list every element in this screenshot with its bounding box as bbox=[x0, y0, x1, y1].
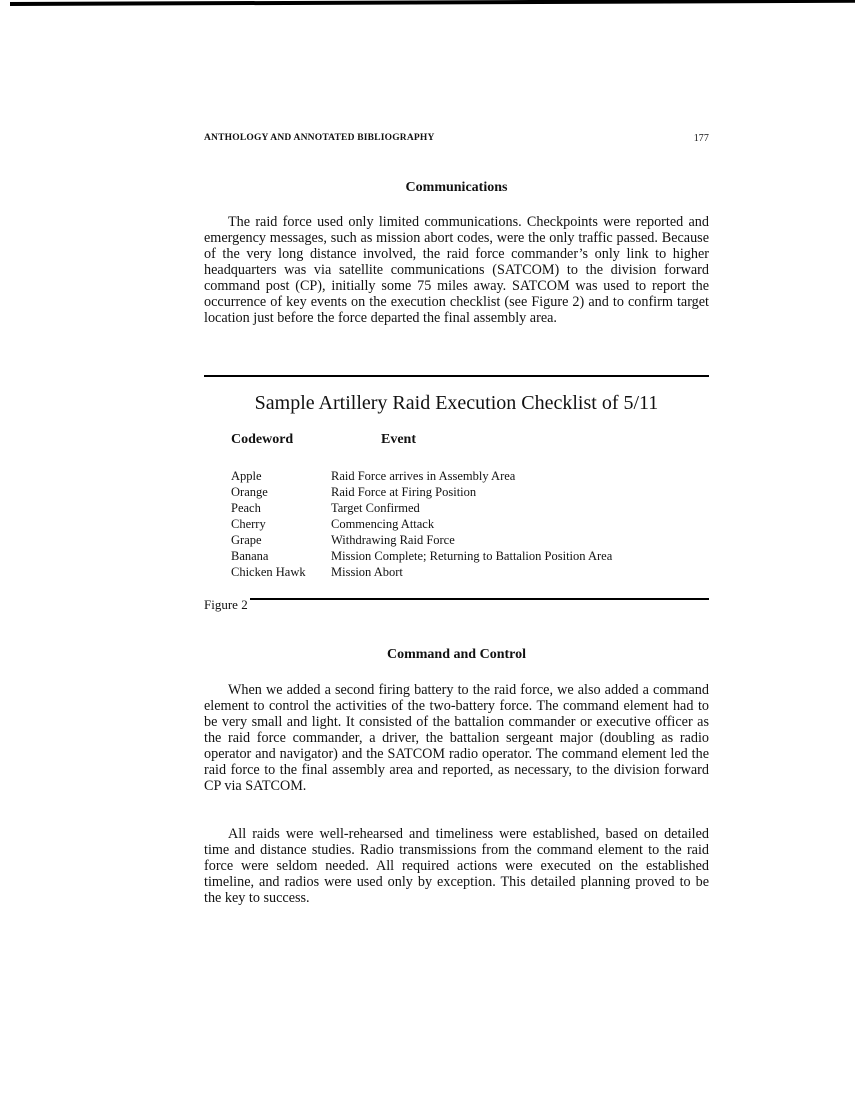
codeword-cell: Peach bbox=[231, 501, 261, 515]
table-row bbox=[231, 500, 612, 516]
table-row bbox=[231, 516, 612, 532]
codeword-cell: Cherry bbox=[231, 517, 266, 531]
codeword-cell: Banana bbox=[231, 549, 269, 563]
column-header-event: Event bbox=[381, 432, 416, 447]
communications-paragraph: The raid force used only limited communications. Checkpoints were reported and emergency messages, such as mission abort codes, were the only traffic passed. Because of the very long distance involved, the raid force commander’s only link to higher headquarters was via satellite communications (SATCOM) to the division forward command post (CP), initially some 75 miles away. SATCOM was used to report the occurrence of key events on the execution checklist (see Figure 2) and to confirm target location just before the force departed the final assembly area. bbox=[204, 214, 709, 326]
command-and-control-heading: Command and Control bbox=[387, 647, 526, 662]
figure-title: Sample Artillery Raid Execution Checklist of 5/11 bbox=[254, 392, 659, 414]
codeword-cell: Chicken Hawk bbox=[231, 565, 306, 579]
running-head bbox=[204, 133, 709, 147]
command-and-control-paragraph-2: All raids were well-rehearsed and timeliness were established, based on detailed time and distance studies. Radio transmissions from the command element to the raid force were seldom needed. All required actions were executed on the established timeline, and radios were used only by exception. This detailed planning proved to be the key to success. bbox=[204, 826, 709, 906]
figure-label: Figure 2 bbox=[204, 597, 248, 612]
table-row bbox=[231, 564, 612, 580]
running-head-title: ANTHOLOGY AND ANNOTATED BIBLIOGRAPHY bbox=[204, 133, 435, 143]
page-number: 177 bbox=[693, 133, 709, 144]
event-cell: Commencing Attack bbox=[331, 517, 435, 531]
scan-edge-border bbox=[10, 0, 855, 6]
codeword-cell: Orange bbox=[231, 485, 268, 499]
event-cell: Raid Force arrives in Assembly Area bbox=[331, 469, 516, 483]
checklist-table bbox=[231, 468, 612, 580]
table-row bbox=[231, 532, 612, 548]
figure-top-rule bbox=[204, 375, 709, 377]
event-cell: Raid Force at Firing Position bbox=[331, 485, 477, 499]
event-cell: Target Confirmed bbox=[331, 501, 420, 515]
event-cell: Withdrawing Raid Force bbox=[331, 533, 455, 547]
event-cell: Mission Abort bbox=[331, 565, 403, 579]
codeword-cell: Apple bbox=[231, 469, 262, 483]
table-row bbox=[231, 468, 612, 484]
codeword-cell: Grape bbox=[231, 533, 262, 547]
command-and-control-paragraph-1: When we added a second firing battery to the raid force, we also added a command element to control the activities of the two-battery force. The command element had to be very small and light. It consisted of the battalion commander or executive officer as the raid force commander, a driver, the battalion sergeant major (doubling as radio operator and navigator) and the SATCOM radio operator. The command element led the raid force to the final assembly area and reported, as necessary, to the division forward CP via SATCOM. bbox=[204, 682, 709, 794]
column-header-codeword: Codeword bbox=[231, 432, 294, 447]
event-cell: Mission Complete; Returning to Battalion Position Area bbox=[331, 549, 613, 563]
table-row bbox=[231, 484, 612, 500]
communications-heading: Communications bbox=[405, 180, 508, 195]
figure-bottom-rule bbox=[204, 598, 709, 600]
table-row bbox=[231, 548, 612, 564]
